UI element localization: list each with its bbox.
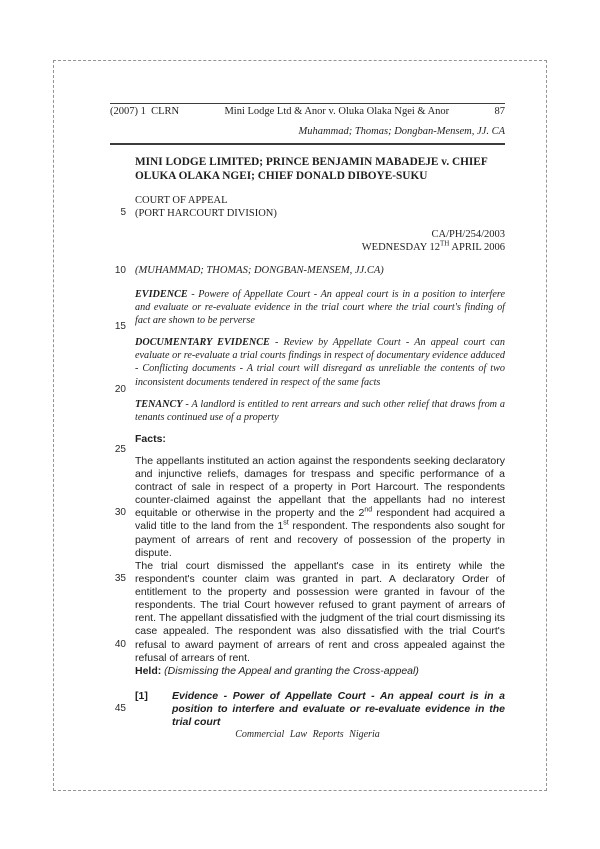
headnote-tenancy-text: - A landlord is entitled to rent arrears and such other relief that draws from a tenants continued use of a property (135, 399, 505, 424)
line-number-35: 35 (114, 573, 126, 584)
held-label: Held: (135, 665, 162, 677)
headnote-tenancy (135, 398, 505, 424)
held-item-1-text: Evidence - Power of Appellate Court - An appeal court is in a position to interfere and evaluate or re-evaluate evidence in the trial court (172, 690, 505, 729)
headnote-tenancy-label: TENANCY (135, 399, 183, 410)
line-number-45: 45 (114, 703, 126, 714)
facts-paragraph-2: The trial court dismissed the appellant's case in its entirety while the respondent's counter claim was granted in part. A declaratory Order of entitlement to the property and possession were granted in favour of the respondents. The trial Court however refused to grant payment of arrears of rent. The appellant dissatisfied with the judgment of the trial court dismissing its case appealed. The respondent was also dissatisfied with the trial Court's refusal to award payment of arrears of rent and cross appealed against the refusal of arrears of rent. (135, 560, 505, 664)
line-number-40: 40 (114, 639, 126, 650)
hearing-date-ordinal: TH (440, 239, 450, 248)
held-item-1-number: [1] (135, 690, 148, 702)
facts-heading: Facts: (135, 433, 166, 445)
header-citation: (2007) 1 CLRN (110, 106, 180, 117)
hearing-date-rest: APRIL 2006 (449, 242, 505, 253)
headnote-documentary-evidence (135, 336, 505, 389)
headnote-documentary-evidence-text: - Review by Appellate Court - An appeal court can evaluate or re-evaluate a trial courts findings in respect of documentary evidence adduced - Conflicting documents - A trial court will disregard as unreliable the contents of two inconsistent documents tendered in respect of the same facts (135, 337, 505, 388)
court-name: COURT OF APPEAL (135, 195, 228, 206)
judges-byline: Muhammad; Thomas; Dongban-Mensem, JJ. CA (298, 126, 505, 137)
line-number-15: 15 (114, 321, 126, 332)
facts-paragraph-1-part-c: respondent. The respondents also sought for payment of arrears of rent and recovery of possession of the property in dispute. (135, 520, 505, 559)
headnote-evidence-label: EVIDENCE (135, 289, 188, 300)
headnote-documentary-evidence-label: DOCUMENTARY EVIDENCE (135, 337, 270, 348)
facts-paragraph-1 (135, 455, 505, 560)
ordinal-2nd: nd (364, 506, 373, 514)
line-number-5: 5 (120, 207, 126, 218)
header-page-number: 87 (494, 106, 505, 117)
held-line (135, 665, 505, 678)
hearing-date (110, 241, 505, 254)
coram-line: (MUHAMMAD; THOMAS; DONGBAN-MENSEM, JJ.CA) (135, 265, 384, 276)
line-number-20: 20 (114, 384, 126, 395)
court-division: (PORT HARCOURT DIVISION) (135, 208, 277, 219)
report-series-footer: Commercial Law Reports Nigeria (235, 729, 380, 740)
line-number-30: 30 (114, 507, 126, 518)
facts-paragraph-1-part-b: respondent had acquired a valid title to the land from the 1 (135, 507, 505, 533)
headnote-evidence-text: - Powere of Appellate Court - An appeal court is in a position to interfere and evaluate or re-evaluate evidence in the trial court where the trial court's finding of fact are shown to be perverse (135, 289, 505, 327)
suit-number: CA/PH/254/2003 (431, 229, 505, 240)
ordinal-1st: st (283, 519, 289, 527)
held-item-1 (135, 690, 505, 729)
running-header (110, 106, 505, 117)
line-number-25: 25 (114, 444, 126, 455)
header-rule-bottom (110, 143, 505, 145)
header-case-name: Mini Lodge Ltd & Anor v. Oluka Olaka Ngei & Anor (224, 106, 450, 117)
held-text: (Dismissing the Appeal and granting the Cross-appeal) (161, 665, 419, 677)
hearing-date-main: WEDNESDAY 12 (361, 242, 441, 253)
header-rule-top (110, 103, 505, 104)
case-title: MINI LODGE LIMITED; PRINCE BENJAMIN MABADEJE v. CHIEF OLUKA OLAKA NGEI; CHIEF DONALD DIBOYE-SUKU (135, 156, 488, 182)
line-number-10: 10 (114, 265, 126, 276)
facts-paragraph-1-part-a: The appellants instituted an action against the respondents seeking declaratory and injunctive reliefs, damages for trespass and specific performance of a contract of sale in respect of a property in Port Harcourt. The respondents counter-claimed against the appellant that the appellants had no interest equitable or otherwise in the property and the 2 (135, 455, 505, 520)
headnote-evidence (135, 288, 505, 328)
